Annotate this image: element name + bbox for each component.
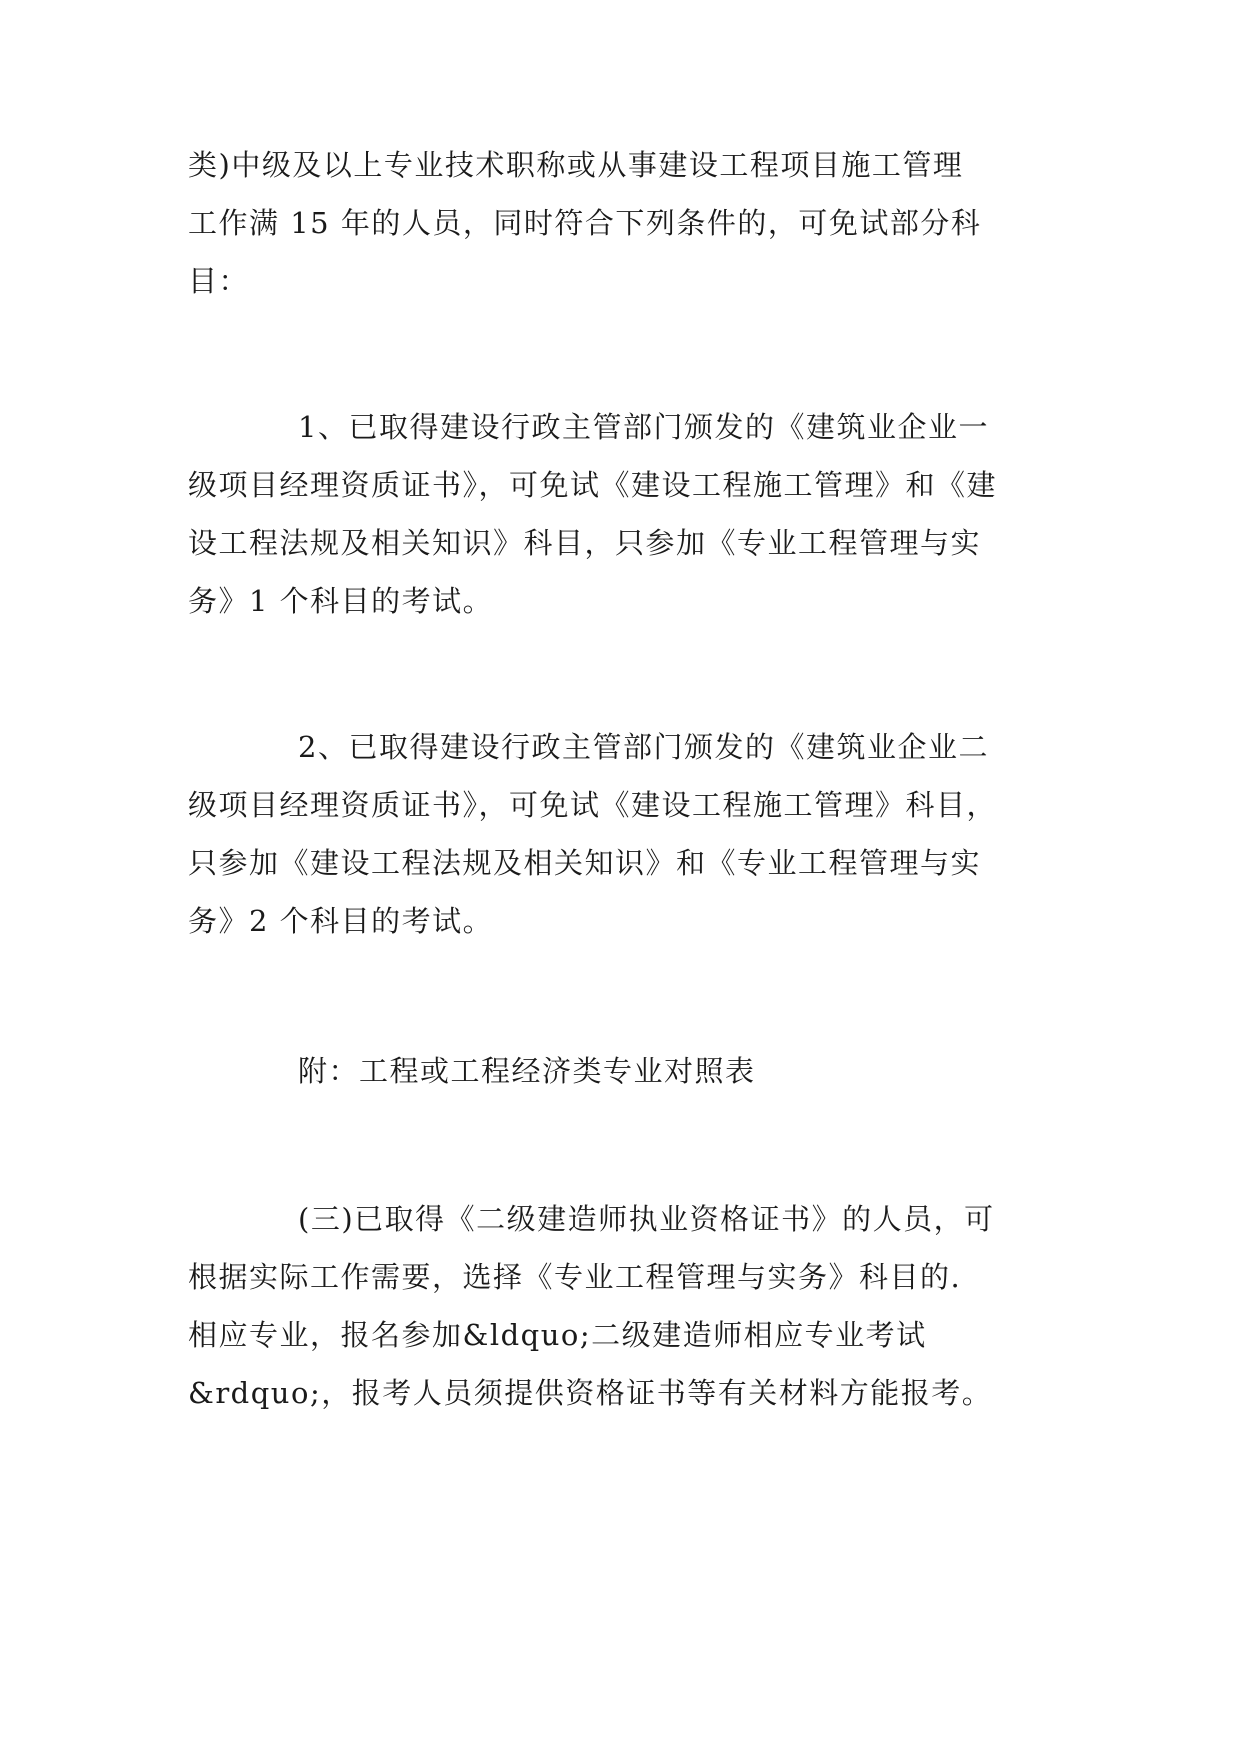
text-line: 1、已取得建设行政主管部门颁发的《建筑业企业一 bbox=[298, 410, 989, 444]
text-line: 类)中级及以上专业技术职称或从事建设工程项目施工管理 bbox=[188, 148, 964, 182]
text-line: 只参加《建设工程法规及相关知识》和《专业工程管理与实 bbox=[188, 846, 982, 880]
text-line: 相应专业，报名参加&ldquo;二级建造师相应专业考试 bbox=[188, 1318, 927, 1352]
text-line: 务》2 个科目的考试。 bbox=[188, 904, 494, 938]
text-line: 设工程法规及相关知识》科目，只参加《专业工程管理与实 bbox=[188, 526, 982, 560]
paragraph-item-2 bbox=[188, 718, 1058, 950]
text-line: 工作满 15 年的人员，同时符合下列条件的，可免试部分科 bbox=[188, 206, 982, 240]
text-line: 附：工程或工程经济类专业对照表 bbox=[298, 1054, 756, 1088]
text-line: 务》1 个科目的考试。 bbox=[188, 584, 494, 618]
text-line: 根据实际工作需要，选择《专业工程管理与实务》科目的. bbox=[188, 1260, 962, 1294]
paragraph-appendix bbox=[188, 1042, 1058, 1100]
paragraph-item-1 bbox=[188, 398, 1058, 630]
text-line: 级项目经理资质证书》，可免试《建设工程施工管理》和《建 bbox=[188, 468, 998, 502]
paragraph-intro-continued bbox=[188, 136, 1058, 310]
text-line: &rdquo;，报考人员须提供资格证书等有关材料方能报考。 bbox=[188, 1376, 993, 1410]
text-line: 目： bbox=[188, 264, 250, 298]
text-line: 级项目经理资质证书》，可免试《建设工程施工管理》科目， bbox=[188, 788, 998, 822]
text-line: 2、已取得建设行政主管部门颁发的《建筑业企业二 bbox=[298, 730, 989, 764]
text-line: (三)已取得《二级建造师执业资格证书》的人员，可 bbox=[298, 1202, 995, 1236]
paragraph-item-3 bbox=[188, 1190, 1058, 1422]
